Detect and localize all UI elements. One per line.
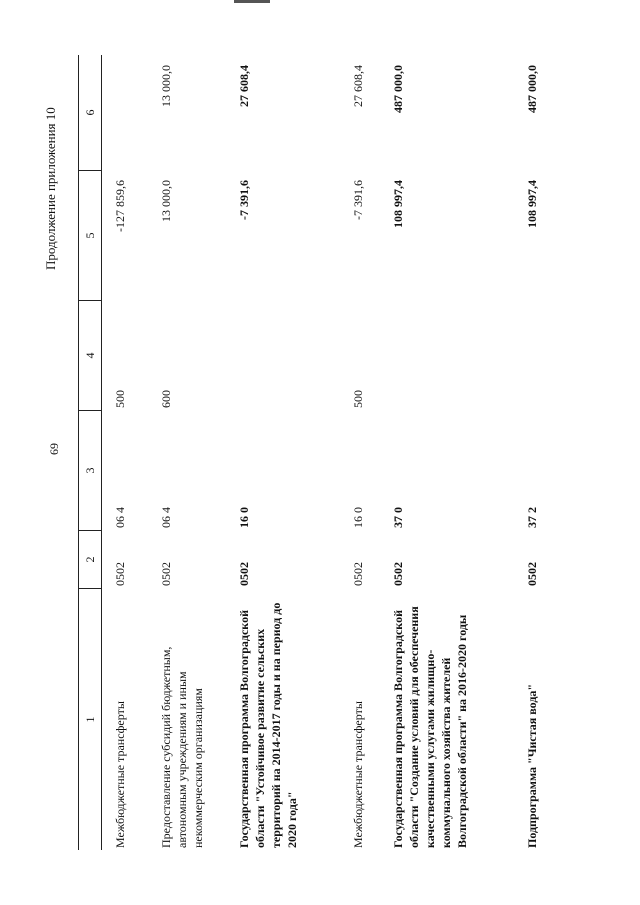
row-type — [390, 300, 518, 410]
row-target: 06 4 — [159, 507, 173, 528]
row-change: -7 391,6 — [237, 180, 251, 220]
row-target: 16 0 — [351, 507, 365, 528]
table-row — [346, 55, 384, 850]
table-row — [230, 55, 346, 850]
row-change: -7 391,6 — [351, 180, 365, 220]
row-section: 0502 — [113, 562, 127, 586]
row-total: 13 000,0 — [159, 65, 173, 107]
row-section: 0502 — [391, 562, 405, 586]
row-type — [524, 300, 564, 410]
header-col-5: 5 — [79, 170, 101, 300]
header-col-2: 2 — [79, 530, 101, 588]
row-total: 27 608,4 — [237, 65, 251, 107]
row-type: 600 — [159, 390, 173, 408]
row-section: 0502 — [237, 562, 251, 586]
row-target: 16 0 — [237, 507, 251, 528]
row-total — [112, 55, 152, 170]
row-target: 37 2 — [525, 507, 539, 528]
row-name: Государственная программа Волгоградской области "Создание условий для обеспечения качественными услугами жилищно-коммунального хозяйства жителей Волгоградской области" на 2016-2020 годы — [391, 606, 469, 848]
row-type — [236, 300, 346, 410]
row-section: 0502 — [351, 562, 365, 586]
row-target: 06 4 — [113, 507, 127, 528]
table-row — [518, 55, 564, 850]
header-col-3: 3 — [79, 410, 101, 530]
table-row — [152, 55, 230, 850]
header-col-6: 6 — [83, 109, 97, 116]
row-section: 0502 — [525, 562, 539, 586]
row-total: 487 000,0 — [391, 65, 405, 113]
row-total: 27 608,4 — [351, 65, 365, 107]
row-change: 13 000,0 — [159, 180, 173, 222]
row-name: Подпрограмма "Чистая вода" — [525, 683, 539, 848]
row-name: Государственная программа Волгоградской области "Устойчивое развитие сельских территорий на 2014-2017 годы и на период до 2020 года" — [237, 602, 299, 848]
table-row — [384, 55, 518, 850]
page-number: 69 — [47, 443, 61, 455]
table-row — [102, 55, 152, 850]
row-change: 108 997,4 — [391, 180, 405, 228]
row-name: Межбюджетные трансферты — [113, 701, 127, 848]
row-change: -127 859,6 — [113, 180, 127, 232]
row-section: 0502 — [159, 562, 173, 586]
table-header — [78, 55, 102, 850]
appendix-caption: Продолжение приложения 10 — [43, 107, 58, 270]
budget-table — [78, 55, 564, 850]
row-target: 37 0 — [391, 507, 405, 528]
header-col-1: 1 — [79, 588, 101, 850]
row-type: 500 — [113, 390, 127, 408]
row-name: Предоставление субсидий бюджетным, автономным учреждениям и иным некоммерческим организациям — [159, 646, 205, 848]
row-type: 500 — [351, 390, 365, 408]
row-name: Межбюджетные трансферты — [351, 701, 365, 848]
header-col-4: 4 — [79, 300, 101, 410]
row-change: 108 997,4 — [525, 180, 539, 228]
row-total: 487 000,0 — [525, 65, 539, 113]
